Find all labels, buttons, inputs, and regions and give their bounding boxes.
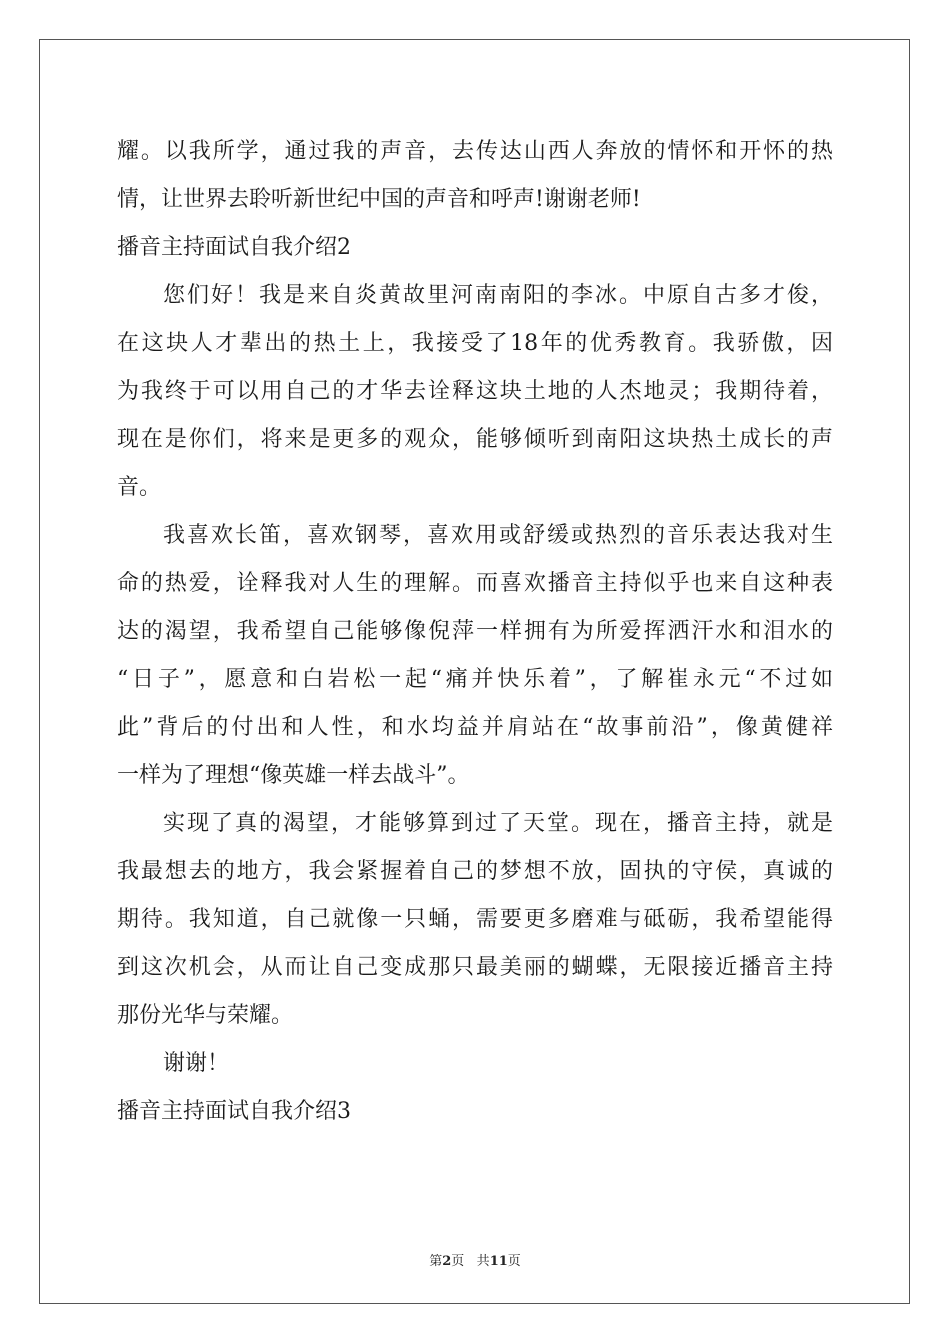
total-pages: 11 [489,1254,508,1269]
text-line: “日子”，愿意和白岩松一起“痛并快乐着”，了解崔永元“不过如 [117,667,833,692]
section-heading: 播音主持面试自我介绍2 [117,235,351,260]
text-line: 达的渴望，我希望自己能够像倪萍一样拥有为所爱挥洒汗水和泪水的 [117,619,833,644]
text-line: 此”背后的付出和人性，和水均益并肩站在“故事前沿”，像黄健祥 [117,715,833,740]
text-line: 为我终于可以用自己的才华去诠释这块土地的人杰地灵；我期待着， [117,379,833,404]
text-line: 在这块人才辈出的热土上，我接受了18年的优秀教育。我骄傲，因 [117,331,833,356]
page-number: 2 [442,1254,452,1269]
text-line: 我最想去的地方，我会紧握着自己的梦想不放，固执的守侯，真诚的 [117,859,833,884]
text-line: 音。 [117,475,162,500]
paragraph-first-line: 我喜欢长笛，喜欢钢琴，喜欢用或舒缓或热烈的音乐表达我对生 [163,523,833,548]
total-suffix: 页 [507,1254,521,1269]
paragraph-first-line: 您们好！我是来自炎黄故里河南南阳的李冰。中原自古多才俊， [163,283,833,308]
page-suffix: 页 [451,1254,465,1269]
page-prefix: 第 [429,1254,443,1269]
section-heading: 播音主持面试自我介绍3 [117,1099,351,1124]
text-line: 情，让世界去聆听新世纪中国的声音和呼声!谢谢老师! [117,187,641,212]
paragraph-first-line: 谢谢！ [163,1051,230,1076]
document-body [117,128,833,1136]
text-line: 到这次机会，从而让自己变成那只最美丽的蝴蝶，无限接近播音主持 [117,955,833,980]
text-line: 一样为了理想“像英雄一样去战斗”。 [117,763,470,788]
text-line: 期待。我知道，自己就像一只蛹，需要更多磨难与砥砺，我希望能得 [117,907,833,932]
page-footer [0,1250,950,1269]
paragraph-first-line: 实现了真的渴望，才能够算到过了天堂。现在，播音主持，就是 [163,811,833,836]
total-prefix: 共 [476,1254,490,1269]
text-line: 耀。以我所学，通过我的声音，去传达山西人奔放的情怀和开怀的热 [117,139,833,164]
text-line: 命的热爱，诠释我对人生的理解。而喜欢播音主持似乎也来自这种表 [117,571,833,596]
text-line: 现在是你们，将来是更多的观众，能够倾听到南阳这块热土成长的声 [117,427,833,452]
text-line: 那份光华与荣耀。 [117,1003,294,1028]
